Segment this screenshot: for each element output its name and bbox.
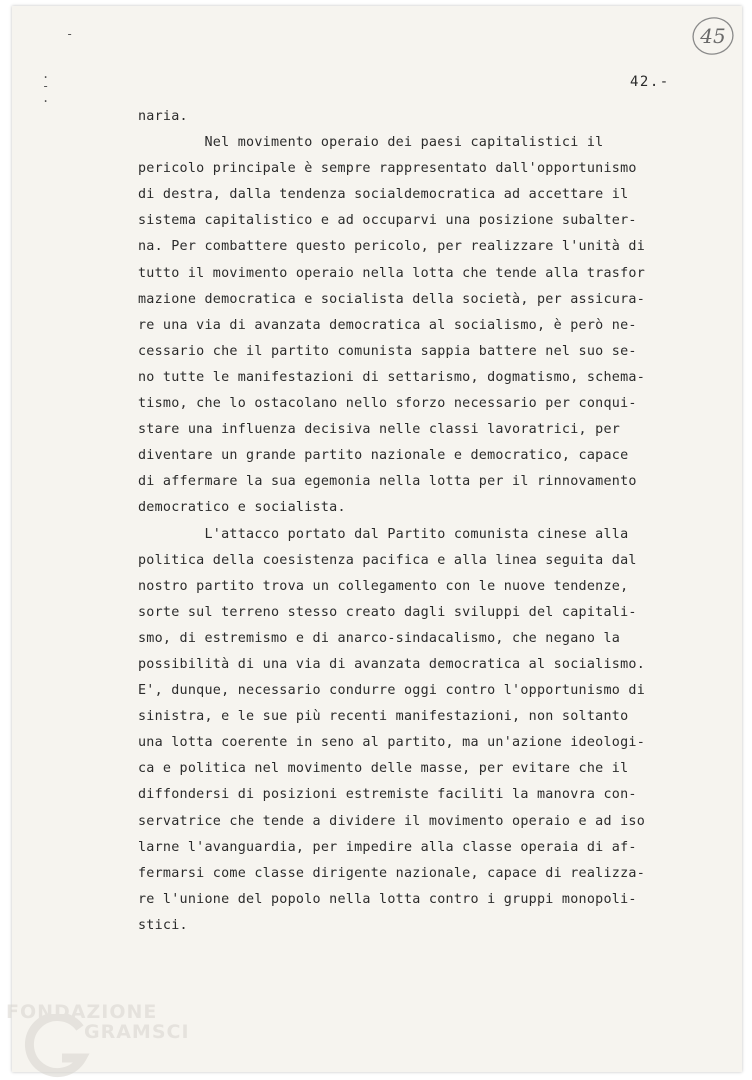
- watermark-line-2: GRAMSCI: [84, 1021, 190, 1043]
- text-line: re una via di avanzata democratica al socialismo, è però ne-: [138, 317, 637, 333]
- text-line: pericolo principale è sempre rappresentato dall'opportunismo: [138, 161, 637, 177]
- text-line: tismo, che lo ostacolano nello sforzo necessario per conqui-: [138, 396, 637, 412]
- text-line: stici.: [138, 917, 188, 933]
- text-line: politica della coesistenza pacifica e alla linea seguita dal: [138, 552, 637, 568]
- text-line: mazione democratica e socialista della società, per assicura-: [138, 291, 646, 307]
- archive-number-stamp: [686, 14, 740, 58]
- watermark-logo: [0, 998, 200, 1080]
- text-line: re l'unione del popolo nella lotta contro i gruppi monopoli-: [138, 891, 637, 907]
- text-line: di destra, dalla tendenza socialdemocratica ad accettare il: [138, 187, 629, 203]
- text-line: una lotta coerente in seno al partito, ma un'azione ideologi-: [138, 735, 646, 751]
- corner-dots: . - .: [42, 67, 56, 105]
- archive-number: 45: [700, 24, 726, 48]
- document-page: [12, 6, 742, 1072]
- page-number: 42.-: [630, 74, 670, 90]
- text-line: sinistra, e le sue più recenti manifestazioni, non soltanto: [138, 709, 629, 725]
- text-line: servatrice che tende a dividere il movimento operaio e ad iso: [138, 813, 646, 829]
- text-line: democratico e socialista.: [138, 500, 346, 516]
- text-line: L'attacco portato dal Partito comunista cinese alla: [138, 526, 629, 542]
- text-line: cessario che il partito comunista sappia battere nel suo se-: [138, 343, 637, 359]
- text-line: no tutte le manifestazioni di settarismo, dogmatismo, schema-: [138, 369, 646, 385]
- corner-dash: -: [66, 27, 74, 41]
- text-line: tutto il movimento operaio nella lotta che tende alla trasfor: [138, 265, 646, 281]
- text-line: di affermare la sua egemonia nella lotta per il rinnovamento: [138, 474, 637, 490]
- text-line: diventare un grande partito nazionale e democratico, capace: [138, 448, 629, 464]
- text-line: Nel movimento operaio dei paesi capitalistici il: [138, 135, 604, 151]
- text-line: possibilità di una via di avanzata democratica al socialismo.: [138, 656, 646, 672]
- text-line: naria.: [138, 109, 188, 124]
- text-line: nostro partito trova un collegamento con le nuove tendenze,: [138, 578, 629, 594]
- text-line: larne l'avanguardia, per impedire alla classe operaia di af-: [138, 839, 637, 855]
- typewritten-text: [138, 104, 698, 939]
- text-line: sorte sul terreno stesso creato dagli sviluppi del capitali-: [138, 604, 637, 620]
- text-line: ca e politica nel movimento delle masse, per evitare che il: [138, 761, 629, 777]
- text-line: stare una influenza decisiva nelle classi lavoratrici, per: [138, 422, 621, 438]
- text-line: na. Per combattere questo pericolo, per realizzare l'unità di: [138, 239, 646, 255]
- text-line: smo, di estremismo e di anarco-sindacalismo, che negano la: [138, 630, 621, 646]
- text-line: sistema capitalistico e ad occuparvi una posizione subalter-: [138, 213, 637, 229]
- text-line: E', dunque, necessario condurre oggi contro l'opportunismo di: [138, 683, 646, 699]
- watermark-line-1: FONDAZIONE: [6, 1001, 158, 1023]
- text-line: diffondersi di posizioni estremiste faciliti la manovra con-: [138, 787, 637, 803]
- text-line: fermarsi come classe dirigente nazionale, capace di realizza-: [138, 865, 646, 881]
